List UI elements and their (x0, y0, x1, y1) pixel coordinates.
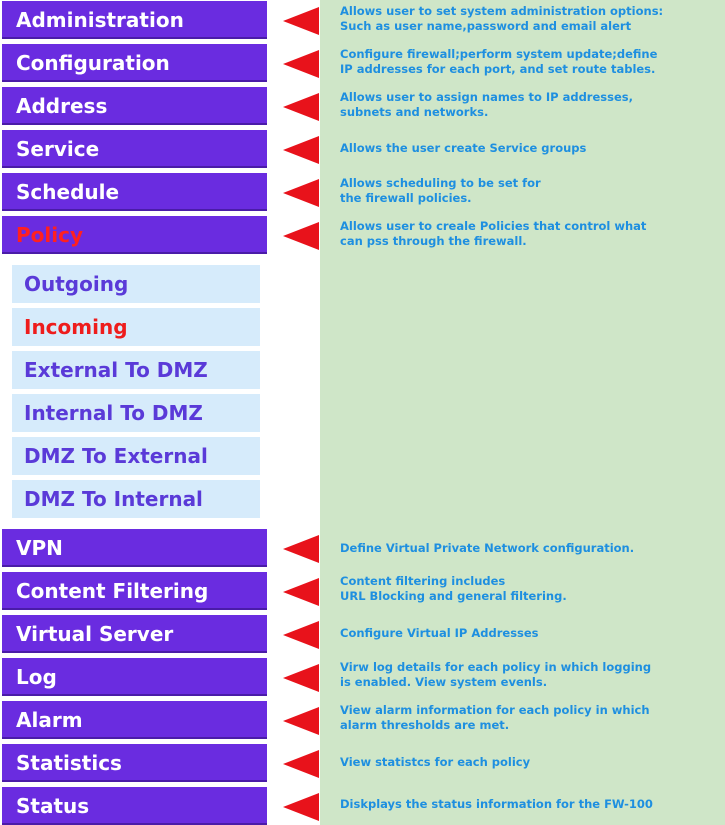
pointer-arrow-icon (283, 535, 319, 563)
menu-item-content-filtering[interactable]: Content Filtering (2, 572, 267, 610)
description-virtual-server: Configure Virtual IP Addresses (340, 626, 539, 640)
pointer-arrow-icon (283, 707, 319, 735)
menu-item-alarm[interactable]: Alarm (2, 701, 267, 739)
description-alarm: View alarm information for each policy in which alarm thresholds are met. (340, 703, 650, 732)
menu-item-policy[interactable]: Policy (2, 216, 267, 254)
menu-item-configuration[interactable]: Configuration (2, 44, 267, 82)
pointer-arrow-icon (283, 179, 319, 207)
menu-item-log[interactable]: Log (2, 658, 267, 696)
submenu-item-outgoing[interactable]: Outgoing (12, 265, 260, 303)
pointer-arrow-icon (283, 578, 319, 606)
pointer-arrow-icon (283, 664, 319, 692)
policy-submenu (8, 263, 310, 518)
pointer-arrow-icon (283, 750, 319, 778)
menu-item-schedule[interactable]: Schedule (2, 173, 267, 211)
menu-item-virtual-server[interactable]: Virtual Server (2, 615, 267, 653)
submenu-item-external-to-dmz[interactable]: External To DMZ (12, 351, 260, 389)
description-service: Allows the user create Service groups (340, 141, 587, 155)
submenu-item-dmz-to-external[interactable]: DMZ To External (12, 437, 260, 475)
description-administration: Allows user to set system administration options: Such as user name,password and email alert (340, 4, 664, 33)
pointer-arrow-icon (283, 136, 319, 164)
menu-item-administration[interactable]: Administration (2, 1, 267, 39)
menu-item-statistics[interactable]: Statistics (2, 744, 267, 782)
pointer-arrow-icon (283, 93, 319, 121)
description-vpn: Define Virtual Private Network configuration. (340, 541, 635, 555)
submenu-item-dmz-to-internal[interactable]: DMZ To Internal (12, 480, 260, 518)
menu-item-vpn[interactable]: VPN (2, 529, 267, 567)
description-panel (320, 0, 725, 825)
description-policy: Allows user to creale Policies that control what can pss through the firewall. (340, 219, 647, 248)
description-configuration: Configure firewall;perform system update;define IP addresses for each port, and set route tables. (340, 47, 658, 76)
description-status: Diskplays the status information for the FW-100 (340, 797, 653, 811)
pointer-arrow-icon (283, 793, 319, 821)
submenu-item-internal-to-dmz[interactable]: Internal To DMZ (12, 394, 260, 432)
pointer-arrow-icon (283, 50, 319, 78)
description-log: Virw log details for each policy in which logging is enabled. View system evenls. (340, 660, 652, 689)
description-content-filtering: Content filtering includes URL Blocking and general filtering. (340, 574, 567, 603)
submenu-item-incoming[interactable]: Incoming (12, 308, 260, 346)
menu-item-address[interactable]: Address (2, 87, 267, 125)
description-schedule: Allows scheduling to be set for the firewall policies. (340, 176, 541, 205)
menu-item-service[interactable]: Service (2, 130, 267, 168)
pointer-arrow-icon (283, 621, 319, 649)
pointer-arrow-icon (283, 7, 319, 35)
description-address: Allows user to assign names to IP addresses, subnets and networks. (340, 90, 633, 119)
menu-item-status[interactable]: Status (2, 787, 267, 825)
pointer-arrow-icon (283, 222, 319, 250)
description-statistics: View statistcs for each policy (340, 755, 531, 769)
